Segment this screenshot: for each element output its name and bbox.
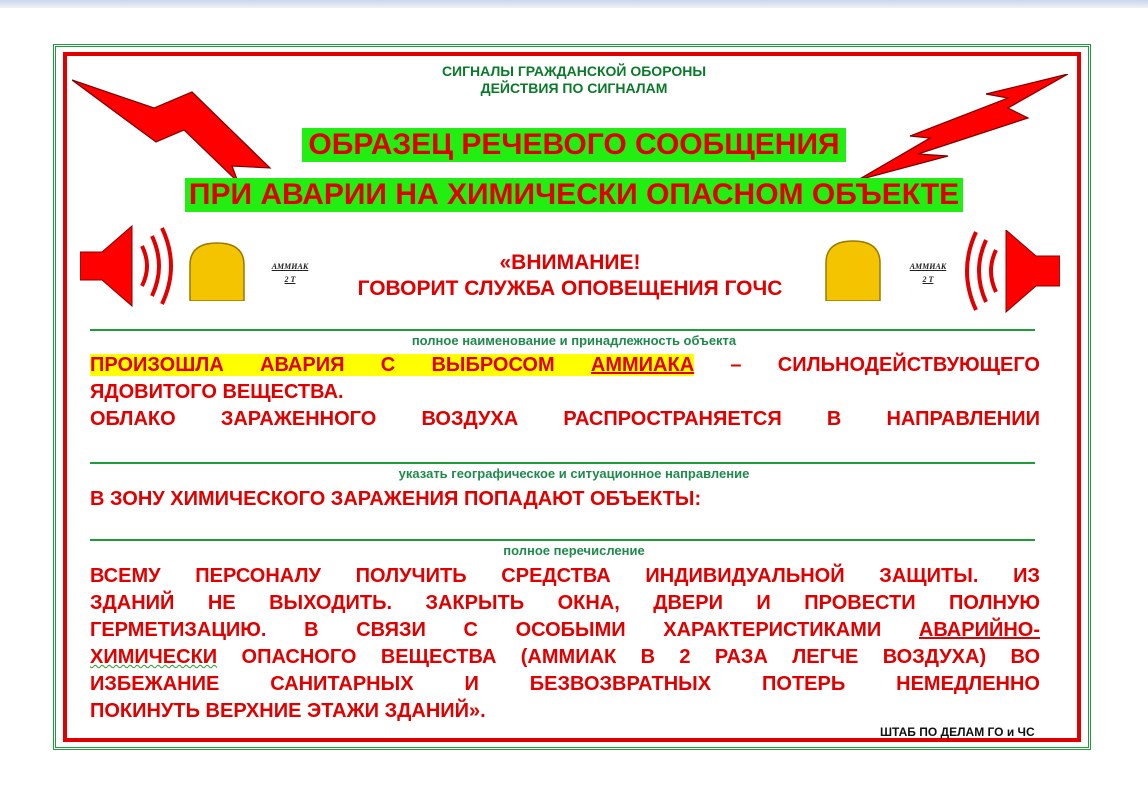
paragraph-3-line-3 bbox=[90, 617, 1040, 644]
paragraph-3-line-1: ВСЕМУ ПЕРСОНАЛУ ПОЛУЧИТЬ СРЕДСТВА ИНДИВИДУАЛЬНОЙ ЗАЩИТЫ. ИЗ bbox=[90, 565, 1040, 587]
tank-label-substance: АММИАК bbox=[909, 262, 947, 271]
paragraph-3-line-4 bbox=[90, 644, 1040, 671]
window-top-strip bbox=[0, 0, 1148, 8]
paragraph-3-line-3-b: АВАРИЙНО- bbox=[918, 619, 1040, 641]
paragraph-3-line-6: ПОКИНУТЬ ВЕРХНИЕ ЭТАЖИ ЗДАНИЙ». bbox=[90, 700, 486, 722]
caption-direction: указать географическое и ситуационное направление bbox=[398, 466, 750, 481]
blank-line-object bbox=[90, 329, 1035, 331]
caption-list: полное перечисление bbox=[503, 543, 645, 558]
message-paragraph-2: В ЗОНУ ХИМИЧЕСКОГО ЗАРАЖЕНИЯ ПОПАДАЮТ ОБЪЕКТЫ: bbox=[90, 488, 702, 510]
ammonia-tank-left-icon bbox=[188, 241, 246, 301]
paragraph-1-line-3: ОБЛАКО ЗАРАЖЕННОГО ВОЗДУХА РАСПРОСТРАНЯЕТСЯ В НАПРАВЛЕНИИ bbox=[90, 408, 1040, 430]
paragraph-1-line-2: ЯДОВИТОГО ВЕЩЕСТВА. bbox=[90, 381, 344, 403]
loudspeaker-right-icon bbox=[964, 230, 1060, 314]
paragraph-3-line-4-b: ОПАСНОГО ВЕЩЕСТВА (АММИАК В 2 РАЗА ЛЕГЧЕ ВОЗДУХА) ВО bbox=[217, 646, 1040, 668]
banner-title: ОБРАЗЕЦ РЕЧЕВОГО СООБЩЕНИЯ bbox=[302, 128, 845, 162]
header-subtitle: ДЕЙСТВИЯ ПО СИГНАЛАМ bbox=[480, 80, 668, 96]
tank-label-substance: АММИАК bbox=[271, 262, 309, 271]
blank-line-direction bbox=[90, 462, 1035, 464]
blank-line-list bbox=[90, 539, 1035, 541]
banner-row-1 bbox=[0, 128, 1148, 162]
attention-line-2: ГОВОРИТ СЛУЖБА ОПОВЕЩЕНИЯ ГОЧС bbox=[357, 277, 783, 300]
paragraph-3-line-4-a: ХИМИЧЕСКИ bbox=[90, 646, 218, 668]
banner-subtitle: ПРИ АВАРИИ НА ХИМИЧЕСКИ ОПАСНОМ ОБЪЕКТЕ bbox=[185, 178, 963, 212]
paragraph-1-rest: – СИЛЬНОДЕЙСТВУЮЩЕГО bbox=[694, 354, 1040, 376]
caption-object: полное наименование и принадлежность объекта bbox=[411, 333, 737, 348]
message-paragraph-3 bbox=[90, 563, 1040, 725]
paragraph-3-line-5: ИЗБЕЖАНИЕ САНИТАРНЫХ И БЕЗВОЗВРАТНЫХ ПОТЕРЬ НЕМЕДЛЕННО bbox=[90, 673, 1040, 695]
loudspeaker-left-icon bbox=[80, 224, 176, 310]
attention-line-1: «ВНИМАНИЕ! bbox=[499, 251, 641, 274]
signature-hq: ШТАБ ПО ДЕЛАМ ГО и ЧС bbox=[880, 725, 1035, 739]
paragraph-3-line-3-a: ГЕРМЕТИЗАЦИЮ. В СВЯЗИ С ОСОБЫМИ ХАРАКТЕРИСТИКАМИ bbox=[90, 619, 919, 641]
message-paragraph-1 bbox=[90, 352, 1040, 433]
tank-label-amount: 2 Т bbox=[922, 275, 934, 284]
paragraph-1-line-1 bbox=[90, 352, 1040, 379]
paragraph-3-line-2: ЗДАНИЙ НЕ ВЫХОДИТЬ. ЗАКРЫТЬ ОКНА, ДВЕРИ И ПРОВЕСТИ ПОЛНУЮ bbox=[90, 592, 1040, 614]
banner-row-2 bbox=[0, 178, 1148, 212]
highlight-ammonia: АММИАКА bbox=[590, 354, 695, 376]
attention-block bbox=[300, 250, 840, 302]
tank-label-amount: 2 Т bbox=[284, 275, 296, 284]
highlight-accident: ПРОИЗОШЛА АВАРИЯ С ВЫБРОСОМ bbox=[90, 354, 591, 376]
tank-label-right bbox=[902, 260, 954, 286]
header-title: СИГНАЛЫ ГРАЖДАНСКОЙ ОБОРОНЫ bbox=[441, 63, 707, 79]
